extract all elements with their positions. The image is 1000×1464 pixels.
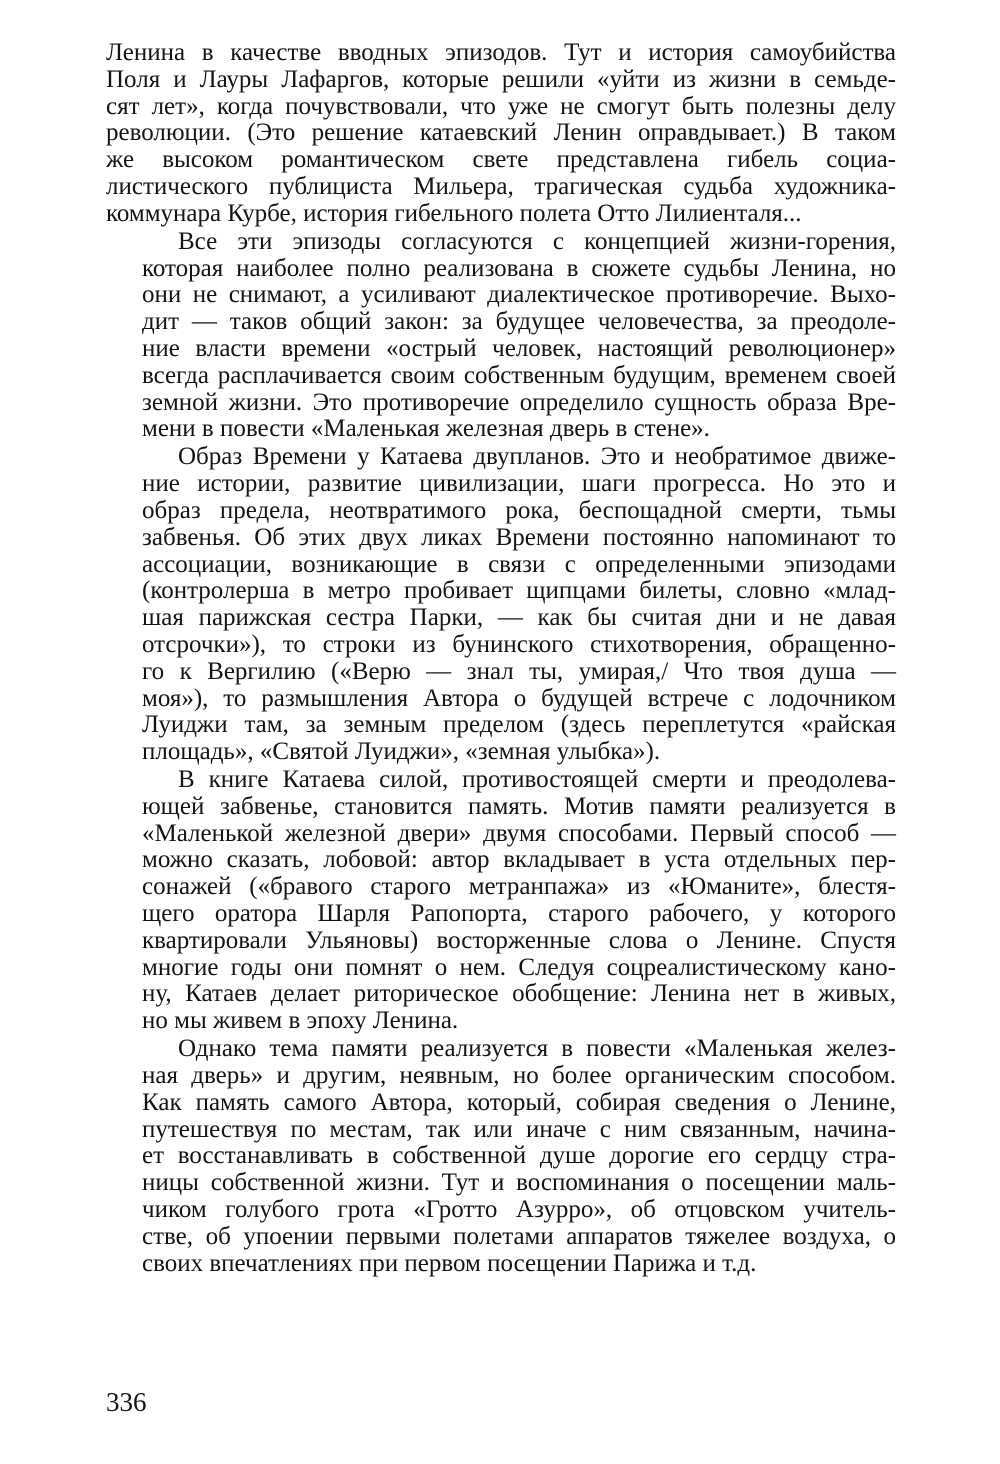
text-line: многие годы они помнят о нем. Следуя соцреалистическому кано- xyxy=(142,953,896,981)
text-line: отсрочки»), то строки из бунинского стихотворения, обращенно- xyxy=(142,630,896,658)
text-line: ассоциации, возникающие в связи с определенными эпизодами xyxy=(142,550,896,578)
text-line: Все эти эпизоды согласуются с концепцией жизни-горения, xyxy=(178,227,896,255)
paragraph-4 xyxy=(106,767,896,1035)
text-line: земной жизни. Это противоречие определило сущность образа Вре- xyxy=(142,388,896,416)
paragraph-1 xyxy=(106,40,896,228)
text-line: дит — таков общий закон: за будущее человечества, за преодоле- xyxy=(142,308,896,336)
text-line: образ предела, неотвратимого рока, беспощадной смерти, тьмы xyxy=(142,496,896,524)
text-line: «Маленькой железной двери» двумя способами. Первый способ — xyxy=(142,819,896,847)
text-line: щего оратора Шарля Рапопорта, старого рабочего, у которого xyxy=(142,900,896,928)
text-line: шая парижская сестра Парки, — как бы считая дни и не давая xyxy=(142,604,896,632)
text-line: стве, об упоении первыми полетами аппаратов тяжелее воздуха, о xyxy=(142,1222,896,1250)
text-line: го к Вергилию («Верю — знал ты, умирая,/ Что твоя душа — xyxy=(142,657,896,685)
text-line: можно сказать, лобовой: автор вкладывает в уста отдельных пер- xyxy=(142,846,896,874)
text-line: коммунара Курбе, история гибельного полета Отто Лилиенталя... xyxy=(106,199,802,227)
text-line: которая наиболее полно реализована в сюжете судьбы Ленина, но xyxy=(142,254,896,282)
text-line: мени в повести «Маленькая железная дверь в стене». xyxy=(142,415,710,443)
text-line: ет восстанавливать в собственной душе дорогие его сердцу стра- xyxy=(142,1142,896,1170)
text-line: ну, Катаев делает риторическое обобщение: Ленина нет в живых, xyxy=(142,980,896,1008)
text-line: они не снимают, а усиливают диалектическое противоречие. Выхо- xyxy=(142,281,896,309)
text-line: но мы живем в эпоху Ленина. xyxy=(142,1007,459,1035)
text-line: сят лет», когда почувствовали, что уже не смогут быть полезны делу xyxy=(106,92,896,120)
text-line: забвенья. Об этих двух ликах Времени постоянно напоминают то xyxy=(142,523,896,551)
text-line: путешествуя по местам, так или иначе с ним связанным, начина- xyxy=(142,1115,896,1143)
text-line: Образ Времени у Катаева двупланов. Это и необратимое движе- xyxy=(178,443,896,471)
text-line: ная дверь» и другим, неявным, но более органическим способом. xyxy=(142,1062,896,1090)
paragraph-2 xyxy=(106,229,896,443)
text-line: же высоком романтическом свете представлена гибель социа- xyxy=(106,146,896,174)
text-line: (контролерша в метро пробивает щипцами билеты, словно «млад- xyxy=(142,577,896,605)
text-line: Луиджи там, за земным пределом (здесь переплетутся «райская xyxy=(142,711,896,739)
text-line: ние истории, развитие цивилизации, шаги прогресса. Но это и xyxy=(142,470,896,498)
text-line: революции. (Это решение катаевский Ленин оправдывает.) В таком xyxy=(106,119,896,147)
text-line: сонажей («бравого старого метранпажа» из «Юманите», блестя- xyxy=(142,873,896,901)
text-line: В книге Катаева силой, противостоящей смерти и преодолева- xyxy=(178,766,896,794)
text-line: чиком голубого грота «Гротто Азурро», об отцовском учитель- xyxy=(142,1196,896,1224)
text-line: ющей забвенье, становится память. Мотив памяти реализуется в xyxy=(142,792,896,820)
text-line: Ленина в качестве вводных эпизодов. Тут и история самоубийства xyxy=(106,39,896,66)
text-line: площадь», «Святой Луиджи», «земная улыбка»). xyxy=(142,738,661,766)
paragraph-5 xyxy=(106,1036,896,1277)
text-line: Как память самого Автора, который, собирая сведения о Ленине, xyxy=(142,1088,896,1116)
text-line: Поля и Лауры Лафаргов, которые решили «уйти из жизни в семьде- xyxy=(106,65,896,93)
text-line: ние власти времени «острый человек, настоящий революционер» xyxy=(142,334,896,362)
text-line: всегда расплачивается своим собственным будущим, временем своей xyxy=(142,361,896,389)
text-line: моя»), то размышления Автора о будущей встрече с лодочником xyxy=(142,684,896,712)
page-number: 336 xyxy=(106,1387,147,1417)
page-body xyxy=(106,40,896,1279)
paragraph-3 xyxy=(106,444,896,766)
text-line: квартировали Ульяновы) восторженные слова о Ленине. Спустя xyxy=(142,926,896,954)
text-line: листического публициста Мильера, трагическая судьба художника- xyxy=(106,172,896,200)
text-line: Однако тема памяти реализуется в повести «Маленькая желез- xyxy=(178,1035,896,1063)
text-line: своих впечатлениях при первом посещении Парижа и т.д. xyxy=(142,1249,757,1277)
text-line: ницы собственной жизни. Тут и воспоминания о посещении маль- xyxy=(142,1169,896,1197)
